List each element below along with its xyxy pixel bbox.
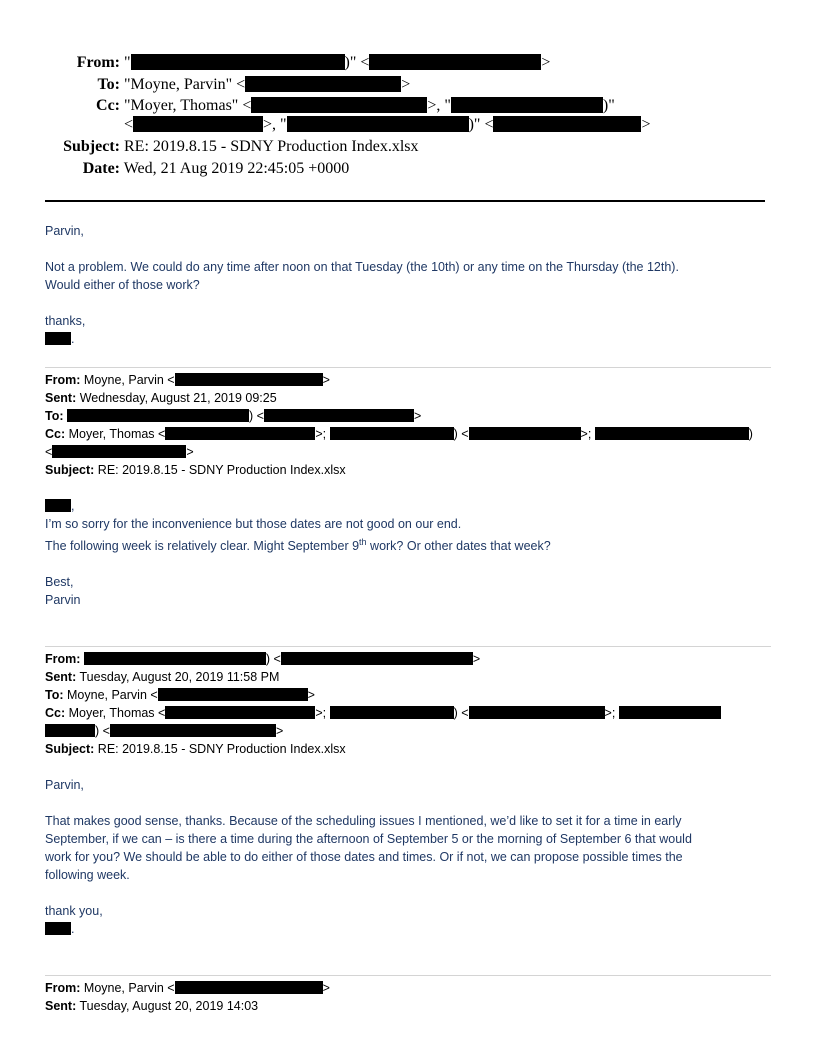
msg2-to-end: > xyxy=(413,409,422,423)
msg4-from-label: From: xyxy=(45,981,81,995)
redaction-block xyxy=(493,116,641,132)
msg2-sent-row xyxy=(45,389,277,407)
msg2-cc-value: Moyer, Thomas < xyxy=(68,427,166,441)
msg3-sent-value: Tuesday, August 20, 2019 11:58 PM xyxy=(79,670,280,684)
msg3-to-end: > xyxy=(307,688,315,702)
header-date-value: Wed, 21 Aug 2019 22:45:05 +0000 xyxy=(123,160,350,177)
msg1-closing: thanks, xyxy=(45,314,86,328)
msg2-cc-text: > xyxy=(186,445,194,459)
redaction-block xyxy=(67,409,249,422)
msg1-signature-dot: . xyxy=(71,332,75,346)
msg3-signature xyxy=(45,920,74,938)
msg2-greeting-comma: , xyxy=(71,499,75,513)
msg2-cc-text: ) < xyxy=(453,427,469,441)
msg4-from-row xyxy=(45,979,330,997)
msg2-body-line xyxy=(45,537,551,555)
header-to-end: > xyxy=(401,76,411,93)
msg2-from-end: > xyxy=(322,373,330,387)
redaction-block xyxy=(175,373,323,386)
redaction-block xyxy=(451,97,603,113)
msg3-cc-text: ) < xyxy=(453,706,469,720)
msg2-subject-value: RE: 2019.8.15 - SDNY Production Index.xlsx xyxy=(97,463,346,477)
redaction-block xyxy=(595,427,749,440)
message-divider xyxy=(45,367,771,368)
header-subject-label: Subject: xyxy=(63,138,120,155)
msg3-cc-row xyxy=(45,704,721,722)
msg2-body-text: work? Or other dates that week? xyxy=(366,539,551,553)
redaction-block xyxy=(281,652,473,665)
msg2-cc-row-2 xyxy=(45,443,194,461)
header-cc-row xyxy=(0,97,615,115)
msg3-cc-row-2 xyxy=(45,722,283,740)
msg2-sent-label: Sent: xyxy=(45,391,77,405)
msg1-greeting: Parvin, xyxy=(45,224,84,238)
redaction-block xyxy=(469,706,605,719)
redaction-block xyxy=(45,332,71,345)
header-from-label: From: xyxy=(76,54,120,71)
msg3-from-row xyxy=(45,650,480,668)
msg3-from-text: ) < xyxy=(265,652,281,666)
message-divider xyxy=(45,646,771,647)
redaction-block xyxy=(330,706,454,719)
msg2-greeting xyxy=(45,497,74,515)
header-date-row xyxy=(0,160,349,178)
header-subject-value: RE: 2019.8.15 - SDNY Production Index.xlsx xyxy=(124,138,419,155)
redaction-block xyxy=(165,706,315,719)
redaction-block xyxy=(330,427,454,440)
redaction-block xyxy=(110,724,276,737)
header-subject-row xyxy=(0,138,419,156)
msg3-body-line: work for you? We should be able to do either of those dates and times. Or if not, we can propose possible times the xyxy=(45,850,683,864)
redaction-block xyxy=(45,499,71,512)
msg2-from-row xyxy=(45,371,330,389)
msg3-cc-label: Cc: xyxy=(45,706,66,720)
msg2-to-label: To: xyxy=(45,409,64,423)
redaction-block xyxy=(264,409,414,422)
msg3-signature-dot: . xyxy=(71,922,75,936)
redaction-block xyxy=(52,445,186,458)
header-cc-text: )" < xyxy=(468,116,494,133)
redaction-block xyxy=(131,54,345,70)
header-from-end: > xyxy=(541,54,551,71)
msg2-from-label: From: xyxy=(45,373,81,387)
redaction-block xyxy=(287,116,469,132)
msg4-from-end: > xyxy=(322,981,330,995)
msg3-sent-label: Sent: xyxy=(45,670,77,684)
msg3-subject-row xyxy=(45,740,346,758)
msg2-subject-label: Subject: xyxy=(45,463,95,477)
msg3-closing: thank you, xyxy=(45,904,103,918)
msg2-sent-value: Wednesday, August 21, 2019 09:25 xyxy=(79,391,277,405)
msg3-cc-value: Moyer, Thomas < xyxy=(68,706,166,720)
msg4-sent-row xyxy=(45,997,258,1015)
msg2-cc-text: < xyxy=(45,445,53,459)
header-to-value: "Moyne, Parvin" < xyxy=(124,76,246,93)
msg3-subject-value: RE: 2019.8.15 - SDNY Production Index.xlsx xyxy=(97,742,346,756)
header-cc-row-2 xyxy=(124,116,651,134)
redaction-block xyxy=(165,427,315,440)
msg2-to-row xyxy=(45,407,421,425)
header-from-text: )" < xyxy=(344,54,370,71)
msg3-cc-text: ) < xyxy=(95,724,110,738)
redaction-block xyxy=(45,724,95,737)
msg2-to-text: ) < xyxy=(249,409,264,423)
msg4-sent-value: Tuesday, August 20, 2019 14:03 xyxy=(79,999,259,1013)
msg2-cc-row xyxy=(45,425,753,443)
header-cc-text: >, " xyxy=(263,116,287,133)
header-date-label: Date: xyxy=(82,160,120,177)
msg2-cc-label: Cc: xyxy=(45,427,66,441)
header-from-row xyxy=(0,54,550,72)
msg2-name: Parvin xyxy=(45,593,81,607)
header-cc-text: >, " xyxy=(427,97,451,114)
redaction-block xyxy=(158,688,308,701)
msg4-from-value: Moyne, Parvin < xyxy=(83,981,175,995)
msg2-cc-text: >; xyxy=(315,427,330,441)
msg3-from-label: From: xyxy=(45,652,81,666)
header-divider xyxy=(45,200,765,202)
header-cc-label: Cc: xyxy=(96,97,120,114)
redaction-block xyxy=(469,427,581,440)
msg2-body-line: I’m so sorry for the inconvenience but those dates are not good on our end. xyxy=(45,517,462,531)
msg3-body-line: following week. xyxy=(45,868,130,882)
redaction-block xyxy=(619,706,721,719)
msg1-body-line: Would either of those work? xyxy=(45,278,200,292)
redaction-block xyxy=(45,922,71,935)
msg3-body-line: That makes good sense, thanks. Because of the scheduling issues I mentioned, we’d like to set it for a time in early xyxy=(45,814,682,828)
msg3-cc-text: >; xyxy=(604,706,619,720)
msg2-closing: Best, xyxy=(45,575,74,589)
header-cc-text: < xyxy=(124,116,134,133)
msg3-subject-label: Subject: xyxy=(45,742,95,756)
redaction-block xyxy=(133,116,263,132)
redaction-block xyxy=(84,652,266,665)
header-to-label: To: xyxy=(97,76,120,93)
msg3-greeting: Parvin, xyxy=(45,778,84,792)
msg2-cc-text: >; xyxy=(580,427,595,441)
msg3-cc-text: > xyxy=(275,724,284,738)
redaction-block xyxy=(251,97,427,113)
msg2-cc-text: ) xyxy=(748,427,753,441)
msg2-body-text: The following week is relatively clear. Might September 9 xyxy=(45,539,360,553)
msg2-body-sup: th xyxy=(359,536,367,547)
msg1-signature xyxy=(45,330,74,348)
msg3-to-value: Moyne, Parvin < xyxy=(67,688,158,702)
redaction-block xyxy=(369,54,541,70)
msg4-sent-label: Sent: xyxy=(45,999,77,1013)
redaction-block xyxy=(175,981,323,994)
msg2-subject-row xyxy=(45,461,346,479)
msg3-to-label: To: xyxy=(45,688,64,702)
header-cc-value: "Moyer, Thomas" < xyxy=(124,97,252,114)
msg3-cc-text: >; xyxy=(315,706,330,720)
message-divider xyxy=(45,975,771,976)
header-cc-text: )" xyxy=(602,97,615,114)
header-from-quote: " xyxy=(124,54,131,71)
msg2-from-value: Moyne, Parvin < xyxy=(83,373,175,387)
msg3-sent-row xyxy=(45,668,279,686)
redaction-block xyxy=(245,76,401,92)
header-to-row xyxy=(0,76,410,94)
msg3-to-row xyxy=(45,686,315,704)
msg3-body-line: September, if we can – is there a time during the afternoon of September 5 or the morning of September 6 that would xyxy=(45,832,692,846)
header-cc-text: > xyxy=(641,116,651,133)
msg3-from-end: > xyxy=(472,652,481,666)
msg1-body-line: Not a problem. We could do any time after noon on that Tuesday (the 10th) or any time on the Thursday (the 12th). xyxy=(45,260,679,274)
